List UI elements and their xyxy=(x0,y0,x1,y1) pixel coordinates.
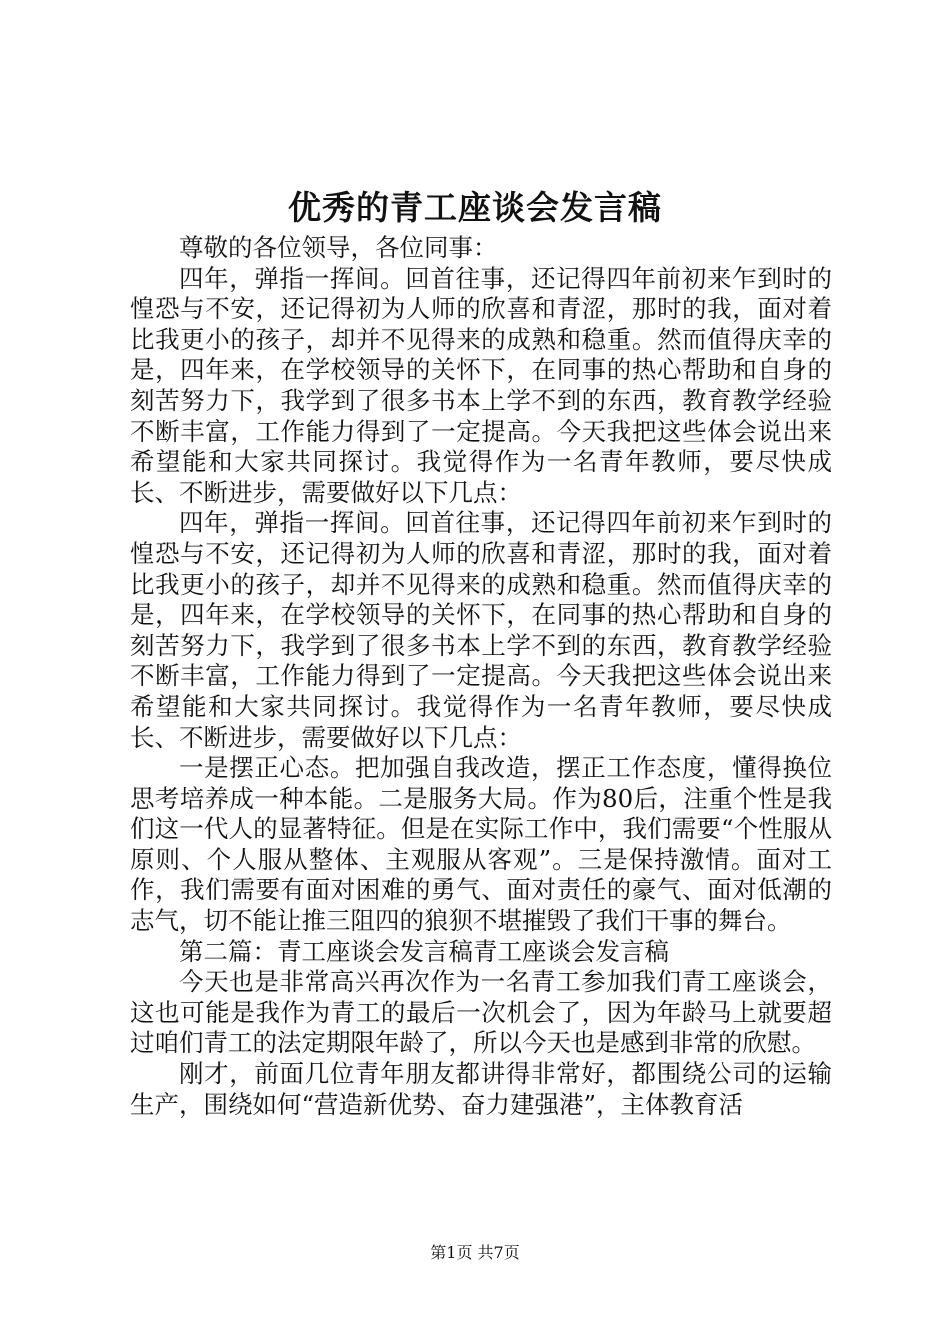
section-heading: 第二篇：青工座谈会发言稿青工座谈会发言稿 xyxy=(179,936,669,966)
paragraph: 四年，弹指一挥间。回首往事，还记得四年前初来乍到时的惶恐与不安，还记得初为人师的欣喜和青涩，那时的我，面对着比我更小的孩子，却并不见得来的成熟和稳重。然而值得庆幸的是，四年来，在学校领导的关怀下，在同事的热心帮助和自身的刻苦努力下，我学到了很多书本上学不到的东西，教育教学经验不断丰富，工作能力得到了一定提高。今天我把这些体会说出来希望能和大家共同探讨。我觉得作为一名青年教师，要尽快成长、不断进步，需要做好以下几点： xyxy=(130,508,832,752)
paragraph: 今天也是非常高兴再次作为一名青工参加我们青工座谈会，这也可能是我作为青工的最后一次机会了，因为年龄马上就要超过咱们青工的法定期限年龄了，所以今天也是感到非常的欣慰。 xyxy=(130,967,832,1058)
paragraph: 一是摆正心态。把加强自我改造，摆正工作态度，懂得换位思考培养成一种本能。二是服务大局。作为80后，注重个性是我们这一代人的显著特征。但是在实际工作中，我们需要“个性服从原则、个人服从整体、主观服从客观”。三是保持激情。面对工作，我们需要有面对困难的勇气、面对责任的豪气、面对低潮的志气，切不能让推三阻四的狼狈不堪摧毁了我们干事的舞台。 xyxy=(130,753,832,936)
paragraph: 四年，弹指一挥间。回首往事，还记得四年前初来乍到时的惶恐与不安，还记得初为人师的欣喜和青涩，那时的我，面对着比我更小的孩子，却并不见得来的成熟和稳重。然而值得庆幸的是，四年来，在学校领导的关怀下，在同事的热心帮助和自身的刻苦努力下，我学到了很多书本上学不到的东西，教育教学经验不断丰富，工作能力得到了一定提高。今天我把这些体会说出来希望能和大家共同探讨。我觉得作为一名青年教师，要尽快成长、不断进步，需要做好以下几点： xyxy=(130,263,832,507)
paragraph: 刚才，前面几位青年朋友都讲得非常好，都围绕公司的运输生产，围绕如何“营造新优势、奋力建强港”，主体教育活 xyxy=(130,1059,832,1119)
page-footer: 第1页 共7页 xyxy=(430,1243,520,1262)
document-body xyxy=(130,233,832,1120)
paragraph-salutation: 尊敬的各位领导，各位同事： xyxy=(179,233,498,262)
document-title: 优秀的青工座谈会发言稿 xyxy=(288,188,662,227)
